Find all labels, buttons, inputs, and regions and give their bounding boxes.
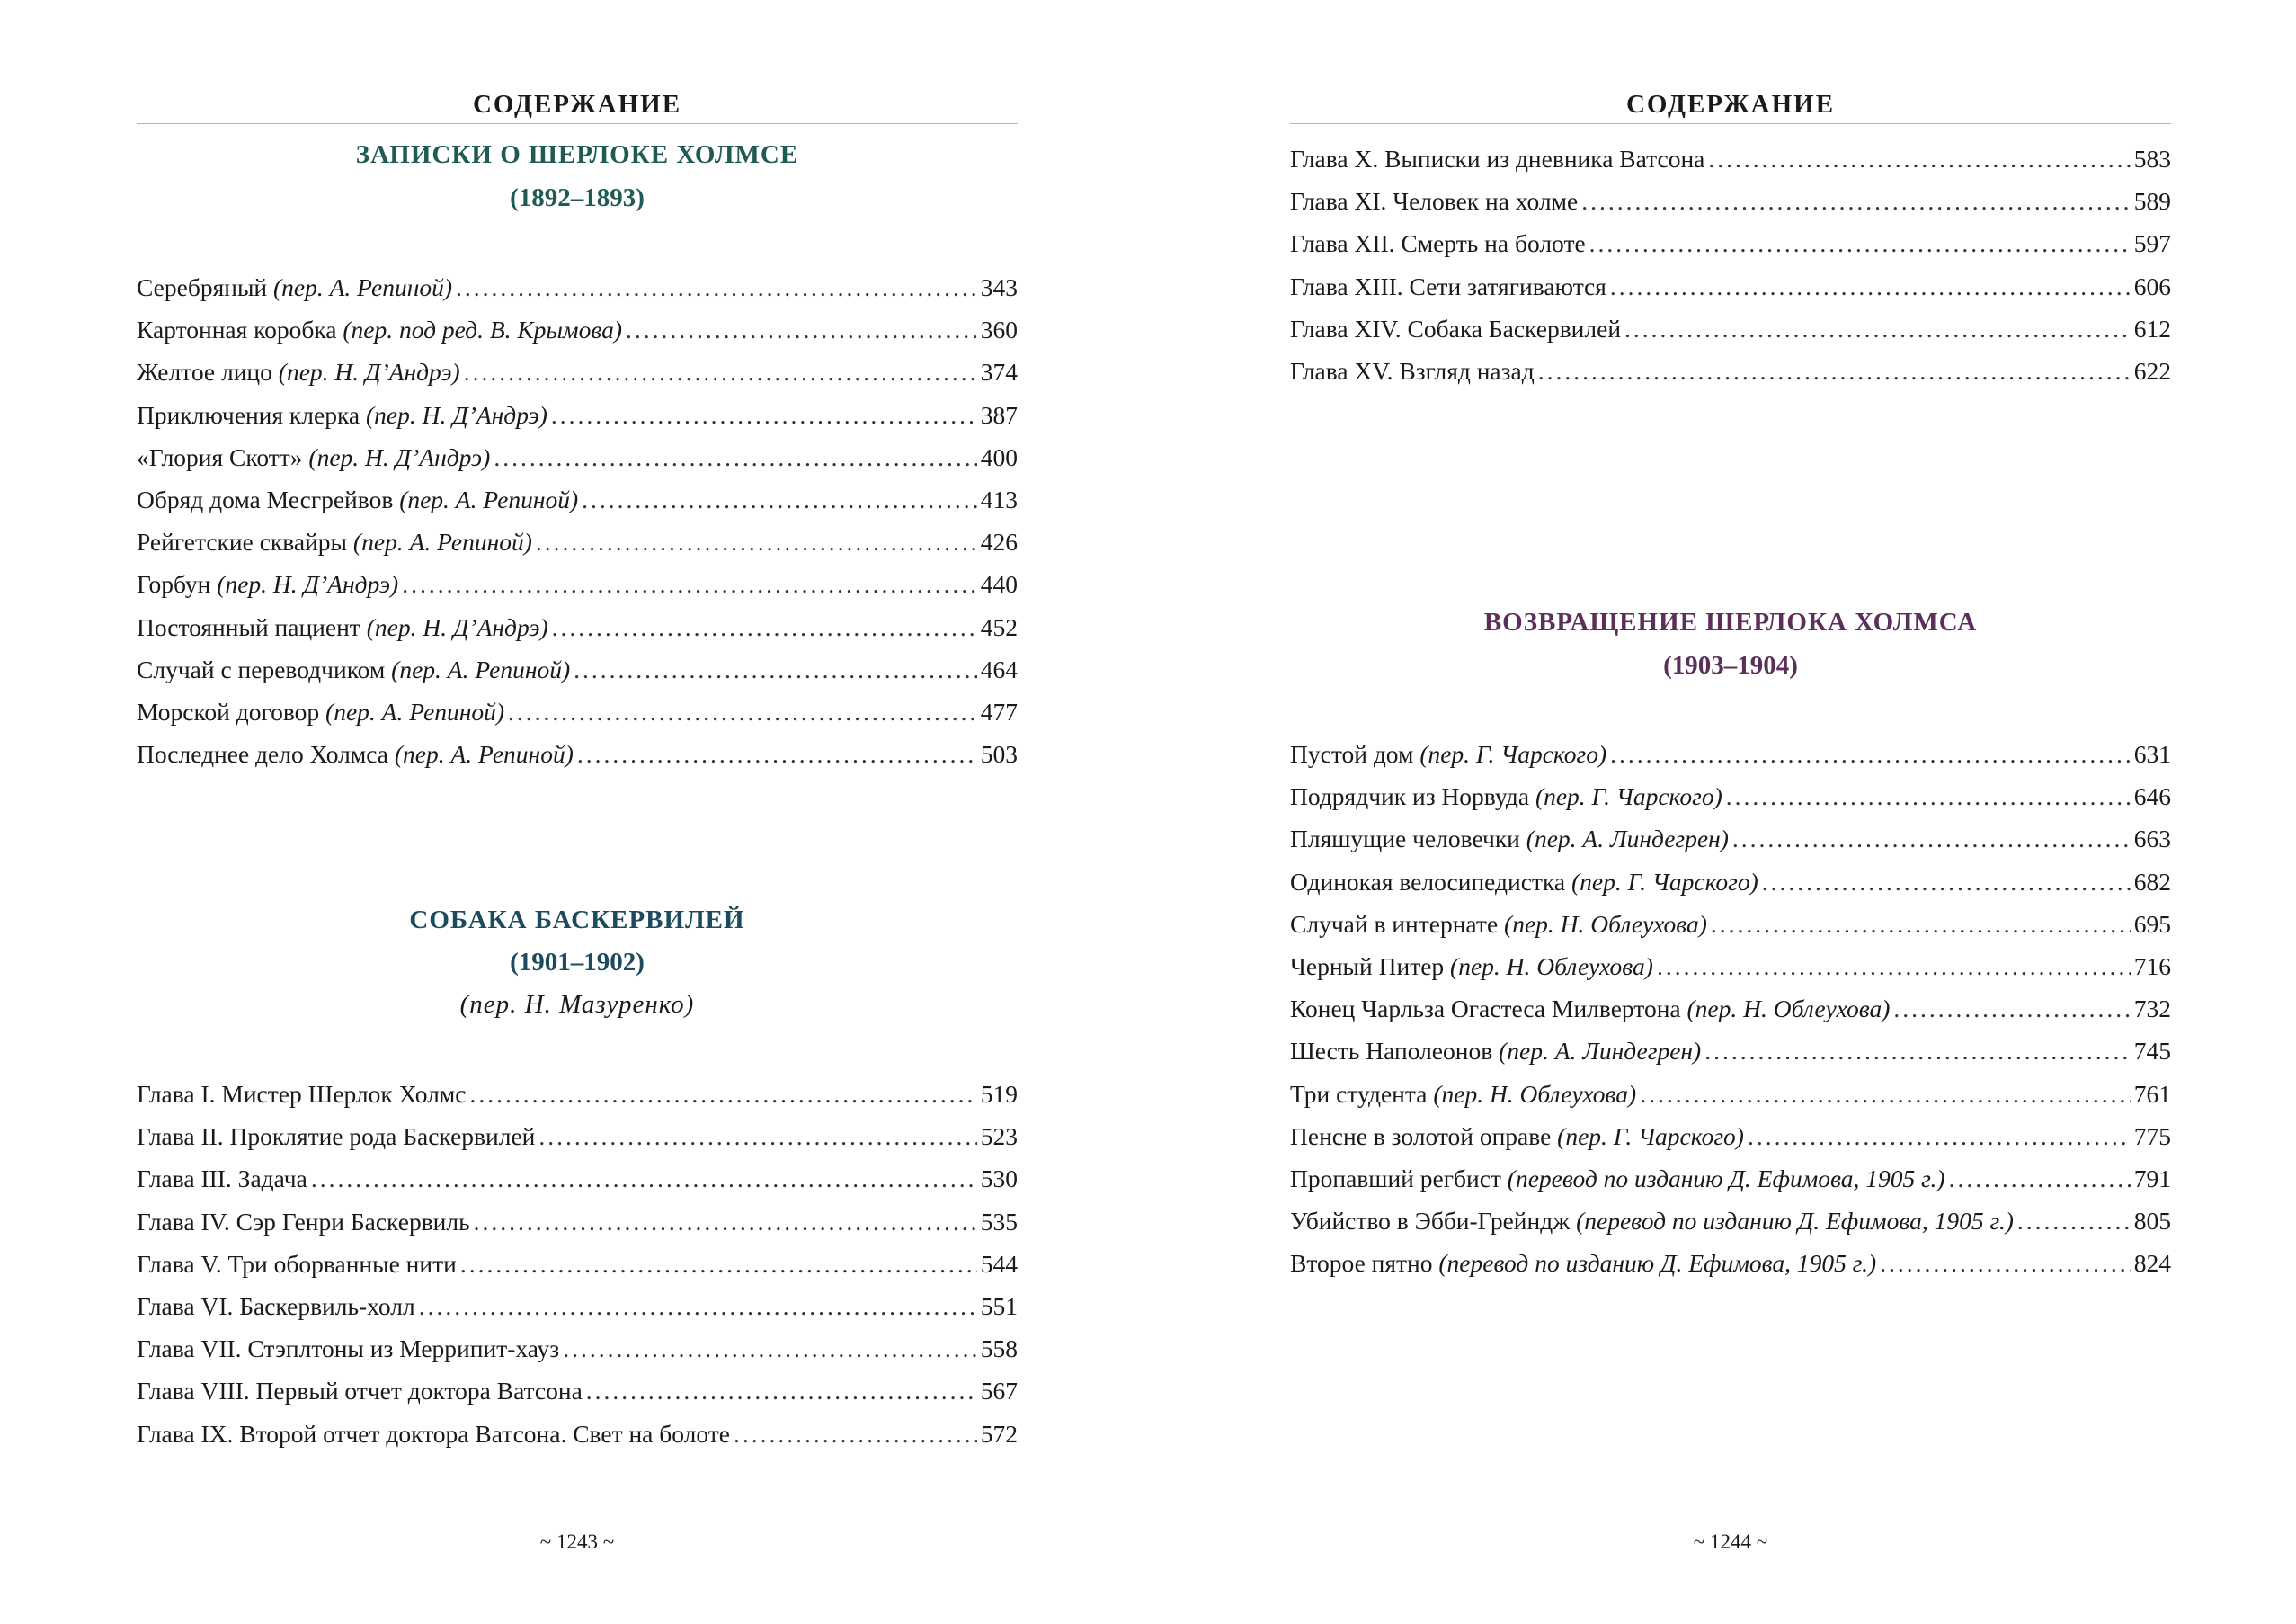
- toc-entry-page: 745: [2133, 1037, 2171, 1066]
- toc-entry: [1290, 775, 2171, 817]
- toc-entry: [1290, 1200, 2171, 1242]
- toc-entry-title: Пенсне в золотой оправе (пер. Г. Чарского): [1290, 1121, 1744, 1150]
- running-head: СОДЕРЖАНИЕ: [137, 90, 1018, 124]
- toc-entry: [1290, 861, 2171, 903]
- dot-leader: [1704, 1030, 2131, 1072]
- toc-entry: [137, 1115, 1018, 1157]
- toc-entry-page: 805: [2133, 1207, 2171, 1236]
- toc-entry-title: Глава IX. Второй отчет доктора Ватсона. Свет на болоте: [137, 1419, 730, 1448]
- right-page: [1290, 0, 2171, 1624]
- toc-entry-title: Пропавший регбист (перевод по изданию Д. Ефимова, 1905 г.): [1290, 1164, 1945, 1192]
- toc-entry-translator: (пер. Г. Чарского): [1535, 782, 1722, 811]
- dot-leader: [402, 563, 977, 605]
- toc-entry-page: 716: [2133, 951, 2171, 980]
- toc-entry: [137, 1073, 1018, 1115]
- dot-leader: [460, 1243, 977, 1285]
- dot-leader: [1726, 775, 2131, 817]
- toc-entry-title: Горбун (пер. Н. Д’Андрэ): [137, 570, 399, 599]
- toc-entry-title: Глава II. Проклятие рода Баскервилей: [137, 1122, 536, 1151]
- toc-entry-page: 589: [2133, 187, 2171, 216]
- toc-entry-title: Глава V. Три оборванные нити: [137, 1249, 457, 1278]
- toc-entry-title: Рейгетские сквайры (пер. А. Репиной): [137, 528, 532, 557]
- section-title: СОБАКА БАСКЕРВИЛЕЙ: [409, 906, 745, 934]
- toc-entry-title: Глава XV. Взгляд назад: [1290, 356, 1535, 385]
- toc-entry-title: Глава VII. Стэплтоны из Меррипит-хауз: [137, 1334, 560, 1363]
- toc-entry: [1290, 222, 2171, 264]
- toc-entry-page: 464: [980, 655, 1018, 683]
- toc-entry-title: Серебряный (пер. А. Репиной): [137, 273, 452, 301]
- toc-entry-title: Глава XIII. Сети затягиваются: [1290, 272, 1606, 300]
- toc-entry-page: 682: [2133, 867, 2171, 896]
- toc-entry-page: 567: [980, 1377, 1018, 1405]
- toc-entry-page: 572: [980, 1419, 1018, 1448]
- toc-entry: [137, 308, 1018, 351]
- toc-entry: [137, 563, 1018, 605]
- dot-leader: [1657, 945, 2131, 987]
- toc-entry-page: 440: [980, 570, 1018, 599]
- dot-leader: [456, 266, 977, 308]
- dot-leader: [1949, 1157, 2131, 1200]
- toc-entry-page: 360: [980, 316, 1018, 344]
- toc-entry: [137, 1327, 1018, 1370]
- toc-entry-title: Пляшущие человечки (пер. А. Линдегрен): [1290, 825, 1729, 853]
- toc-entry: [1290, 1115, 2171, 1157]
- toc-entry-title: Подрядчик из Норвуда (пер. Г. Чарского): [1290, 782, 1722, 811]
- toc-entry-translator: (пер. Н. Д’Андрэ): [217, 570, 399, 599]
- toc-entry-page: 606: [2133, 272, 2171, 300]
- toc-entry-translator: (пер. А. Линдегрен): [1499, 1037, 1702, 1066]
- dot-leader: [577, 733, 977, 775]
- dot-leader: [1893, 987, 2130, 1030]
- toc-entry-title: Черный Питер (пер. Н. Облеухова): [1290, 951, 1653, 980]
- dot-leader: [538, 1115, 976, 1157]
- toc-entry-translator: (пер. Н. Д’Андрэ): [365, 400, 547, 429]
- dot-leader: [1732, 817, 2131, 860]
- toc-entry-page: 477: [980, 697, 1018, 726]
- toc-entry-translator: (пер. Н. Облеухова): [1450, 951, 1653, 980]
- toc-entry-page: 622: [2133, 356, 2171, 385]
- toc-entry-page: 663: [2133, 825, 2171, 853]
- dot-leader: [419, 1285, 977, 1327]
- dot-leader: [1748, 1115, 2131, 1157]
- toc-entry-page: 775: [2133, 1121, 2171, 1150]
- dot-leader: [1880, 1242, 2131, 1284]
- toc-entry-page: 503: [980, 740, 1018, 769]
- toc-entry-title: Глава VIII. Первый отчет доктора Ватсона: [137, 1377, 583, 1405]
- toc-entry-translator: (пер. А. Репиной): [273, 273, 452, 301]
- section-translator: (пер. Н. Мазуренко): [459, 990, 695, 1019]
- dot-leader: [734, 1413, 977, 1455]
- toc-entry: [1290, 1030, 2171, 1072]
- toc-entry: [137, 1200, 1018, 1243]
- toc-entry-page: 535: [980, 1207, 1018, 1236]
- toc-entry-translator: (пер. Н. Д’Андрэ): [308, 442, 491, 471]
- toc-entry-page: 732: [2133, 995, 2171, 1023]
- toc-entry-translator: (пер. А. Репиной): [399, 485, 579, 513]
- dot-leader: [1708, 138, 2130, 180]
- toc-entry-title: Приключения клерка (пер. Н. Д’Андрэ): [137, 400, 547, 429]
- toc-entry-title: Глава VI. Баскервиль-холл: [137, 1291, 415, 1320]
- toc-entry-title: Глава IV. Сэр Генри Баскервиль: [137, 1207, 470, 1236]
- toc-list: [137, 266, 1018, 775]
- toc-entry: [1290, 733, 2171, 775]
- toc-entry: [137, 733, 1018, 775]
- toc-entry: [137, 478, 1018, 521]
- toc-entry-title: Одинокая велосипедистка (пер. Г. Чарского): [1290, 867, 1758, 896]
- dot-leader: [1589, 222, 2131, 264]
- toc-entry-title: Картонная коробка (пер. под ред. В. Крымова): [137, 316, 622, 344]
- dot-leader: [1624, 308, 2131, 350]
- toc-entry-page: 452: [980, 612, 1018, 641]
- toc-entry-translator: (пер. А. Репиной): [391, 655, 571, 683]
- toc-entry: [137, 1285, 1018, 1327]
- toc-entry-title: Случай с переводчиком (пер. А. Репиной): [137, 655, 571, 683]
- section-years: (1901–1902): [510, 948, 645, 977]
- toc-entry-page: 544: [980, 1249, 1018, 1278]
- toc-entry-translator: (пер. Н. Облеухова): [1686, 995, 1891, 1023]
- toc-entry: [137, 648, 1018, 691]
- dot-leader: [1610, 733, 2131, 775]
- toc-entry-title: Глава X. Выписки из дневника Ватсона: [1290, 145, 1705, 173]
- dot-leader: [551, 394, 977, 436]
- dot-leader: [574, 648, 977, 691]
- toc-entry-title: Конец Чарльза Огастеса Милвертона (пер. Н. Облеухова): [1290, 995, 1891, 1023]
- toc-entry: [1290, 1073, 2171, 1115]
- toc-entry-page: 519: [980, 1080, 1018, 1108]
- toc-entry-title: Обряд дома Месгрейвов (пер. А. Репиной): [137, 485, 579, 513]
- toc-entry-title: Последнее дело Холмса (пер. А. Репиной): [137, 740, 574, 769]
- dot-leader: [474, 1200, 977, 1243]
- toc-entry-page: 426: [980, 528, 1018, 557]
- toc-entry-translator: (пер. Г. Чарского): [1571, 867, 1758, 896]
- toc-entry: [137, 394, 1018, 436]
- toc-entry-title: Второе пятно (перевод по изданию Д. Ефимова, 1905 г.): [1290, 1249, 1877, 1278]
- toc-entry-page: 523: [980, 1122, 1018, 1151]
- toc-entry: [137, 1370, 1018, 1412]
- toc-entry-page: 824: [2133, 1249, 2171, 1278]
- toc-entry: [137, 351, 1018, 393]
- toc-entry-translator: (пер. Г. Чарского): [1419, 740, 1607, 768]
- dot-leader: [626, 308, 977, 351]
- toc-entry-page: 761: [2133, 1079, 2171, 1108]
- toc-entry: [137, 266, 1018, 308]
- toc-entry-page: 612: [2133, 314, 2171, 343]
- toc-entry: [137, 606, 1018, 648]
- toc-entry-translator: (пер. Н. Д’Андрэ): [366, 612, 548, 641]
- dot-leader: [1610, 265, 2131, 308]
- dot-leader: [469, 1073, 976, 1115]
- left-page: [137, 0, 1018, 1624]
- toc-entry-title: Шесть Наполеонов (пер. А. Линдегрен): [1290, 1037, 1702, 1066]
- toc-list: [1290, 138, 2171, 392]
- toc-entry-title: Глава XI. Человек на холме: [1290, 187, 1579, 216]
- section-title: ВОЗВРАЩЕНИЕ ШЕРЛОКА ХОЛМСА: [1483, 608, 1978, 637]
- toc-entry-page: 343: [980, 273, 1018, 301]
- toc-entry-title: Морской договор (пер. А. Репиной): [137, 697, 505, 726]
- toc-entry: [1290, 987, 2171, 1030]
- page-number: ~ 1243 ~: [539, 1530, 615, 1553]
- toc-entry-title: Постоянный пациент (пер. Н. Д’Андрэ): [137, 612, 548, 641]
- toc-entry: [137, 691, 1018, 733]
- toc-entry: [1290, 903, 2171, 945]
- toc-list: [137, 1073, 1018, 1455]
- dot-leader: [1640, 1073, 2131, 1115]
- section-title: ЗАПИСКИ О ШЕРЛОКЕ ХОЛМСЕ: [355, 140, 799, 169]
- dot-leader: [311, 1157, 977, 1200]
- dot-leader: [582, 478, 977, 521]
- running-head: СОДЕРЖАНИЕ: [1290, 90, 2171, 124]
- toc-entry-page: 413: [980, 485, 1018, 513]
- dot-leader: [494, 436, 976, 478]
- toc-entry-translator: (перевод по изданию Д. Ефимова, 1905 г.): [1438, 1249, 1877, 1278]
- toc-entry-translator: (пер. А. Линдегрен): [1526, 825, 1729, 853]
- dot-leader: [536, 521, 977, 563]
- toc-entry: [1290, 265, 2171, 308]
- dot-leader: [1711, 903, 2131, 945]
- toc-entry-title: Убийство в Эбби-Грейндж (перевод по изданию Д. Ефимова, 1905 г.): [1290, 1207, 2014, 1236]
- toc-entry-page: 530: [980, 1164, 1018, 1193]
- toc-entry-translator: (пер. А. Репиной): [325, 697, 505, 726]
- toc-entry-translator: (пер. под ред. В. Крымова): [343, 316, 622, 344]
- dot-leader: [1762, 861, 2131, 903]
- toc-entry: [1290, 1242, 2171, 1284]
- toc-entry: [1290, 180, 2171, 222]
- dot-leader: [552, 606, 977, 648]
- toc-entry-translator: (пер. Н. Облеухова): [1504, 909, 1707, 938]
- toc-entry-page: 400: [980, 442, 1018, 471]
- toc-entry: [1290, 817, 2171, 860]
- dot-leader: [563, 1327, 977, 1370]
- toc-entry-title: Глава XIV. Собака Баскервилей: [1290, 314, 1622, 343]
- toc-entry-title: «Глория Скотт» (пер. Н. Д’Андрэ): [137, 442, 491, 471]
- toc-entry-title: Глава III. Задача: [137, 1164, 307, 1193]
- dot-leader: [2017, 1200, 2131, 1242]
- toc-entry-translator: (пер. А. Репиной): [352, 528, 532, 557]
- toc-entry-title: Пустой дом (пер. Г. Чарского): [1290, 740, 1607, 768]
- dot-leader: [1538, 350, 2131, 392]
- toc-entry: [137, 1243, 1018, 1285]
- section-years: (1892–1893): [510, 183, 645, 212]
- toc-entry: [1290, 308, 2171, 350]
- toc-list: [1290, 733, 2171, 1284]
- toc-entry-page: 551: [980, 1291, 1018, 1320]
- toc-entry: [137, 1413, 1018, 1455]
- section-years: (1903–1904): [1663, 651, 1798, 680]
- toc-entry-translator: (перевод по изданию Д. Ефимова, 1905 г.): [1507, 1164, 1945, 1192]
- toc-entry-title: Случай в интернате (пер. Н. Облеухова): [1290, 909, 1707, 938]
- toc-entry-translator: (пер. Г. Чарского): [1557, 1121, 1744, 1150]
- toc-entry-title: Глава XII. Смерть на болоте: [1290, 229, 1586, 258]
- toc-entry-page: 387: [980, 400, 1018, 429]
- toc-entry-translator: (перевод по изданию Д. Ефимова, 1905 г.): [1576, 1207, 2014, 1236]
- page-number: ~ 1244 ~: [1693, 1530, 1768, 1553]
- toc-entry-page: 597: [2133, 229, 2171, 258]
- dot-leader: [508, 691, 977, 733]
- toc-entry-page: 374: [980, 358, 1018, 387]
- toc-entry: [1290, 138, 2171, 180]
- toc-entry: [137, 1157, 1018, 1200]
- toc-entry-translator: (пер. А. Репиной): [394, 740, 574, 769]
- toc-entry-title: Три студента (пер. Н. Облеухова): [1290, 1079, 1637, 1108]
- toc-entry-page: 631: [2133, 740, 2171, 768]
- toc-entry-page: 558: [980, 1334, 1018, 1363]
- toc-entry-page: 646: [2133, 782, 2171, 811]
- toc-entry-translator: (пер. Н. Облеухова): [1433, 1079, 1637, 1108]
- toc-entry-title: Глава I. Мистер Шерлок Холмс: [137, 1080, 467, 1108]
- toc-entry: [1290, 350, 2171, 392]
- toc-entry-translator: (пер. Н. Д’Андрэ): [278, 358, 460, 387]
- toc-entry-page: 791: [2133, 1164, 2171, 1192]
- toc-entry: [137, 521, 1018, 563]
- dot-leader: [1581, 180, 2130, 222]
- toc-entry: [137, 436, 1018, 478]
- toc-entry: [1290, 1157, 2171, 1200]
- toc-entry-title: Желтое лицо (пер. Н. Д’Андрэ): [137, 358, 460, 387]
- toc-entry-page: 695: [2133, 909, 2171, 938]
- toc-entry: [1290, 945, 2171, 987]
- dot-leader: [464, 351, 977, 393]
- dot-leader: [586, 1370, 977, 1412]
- toc-entry-page: 583: [2133, 145, 2171, 173]
